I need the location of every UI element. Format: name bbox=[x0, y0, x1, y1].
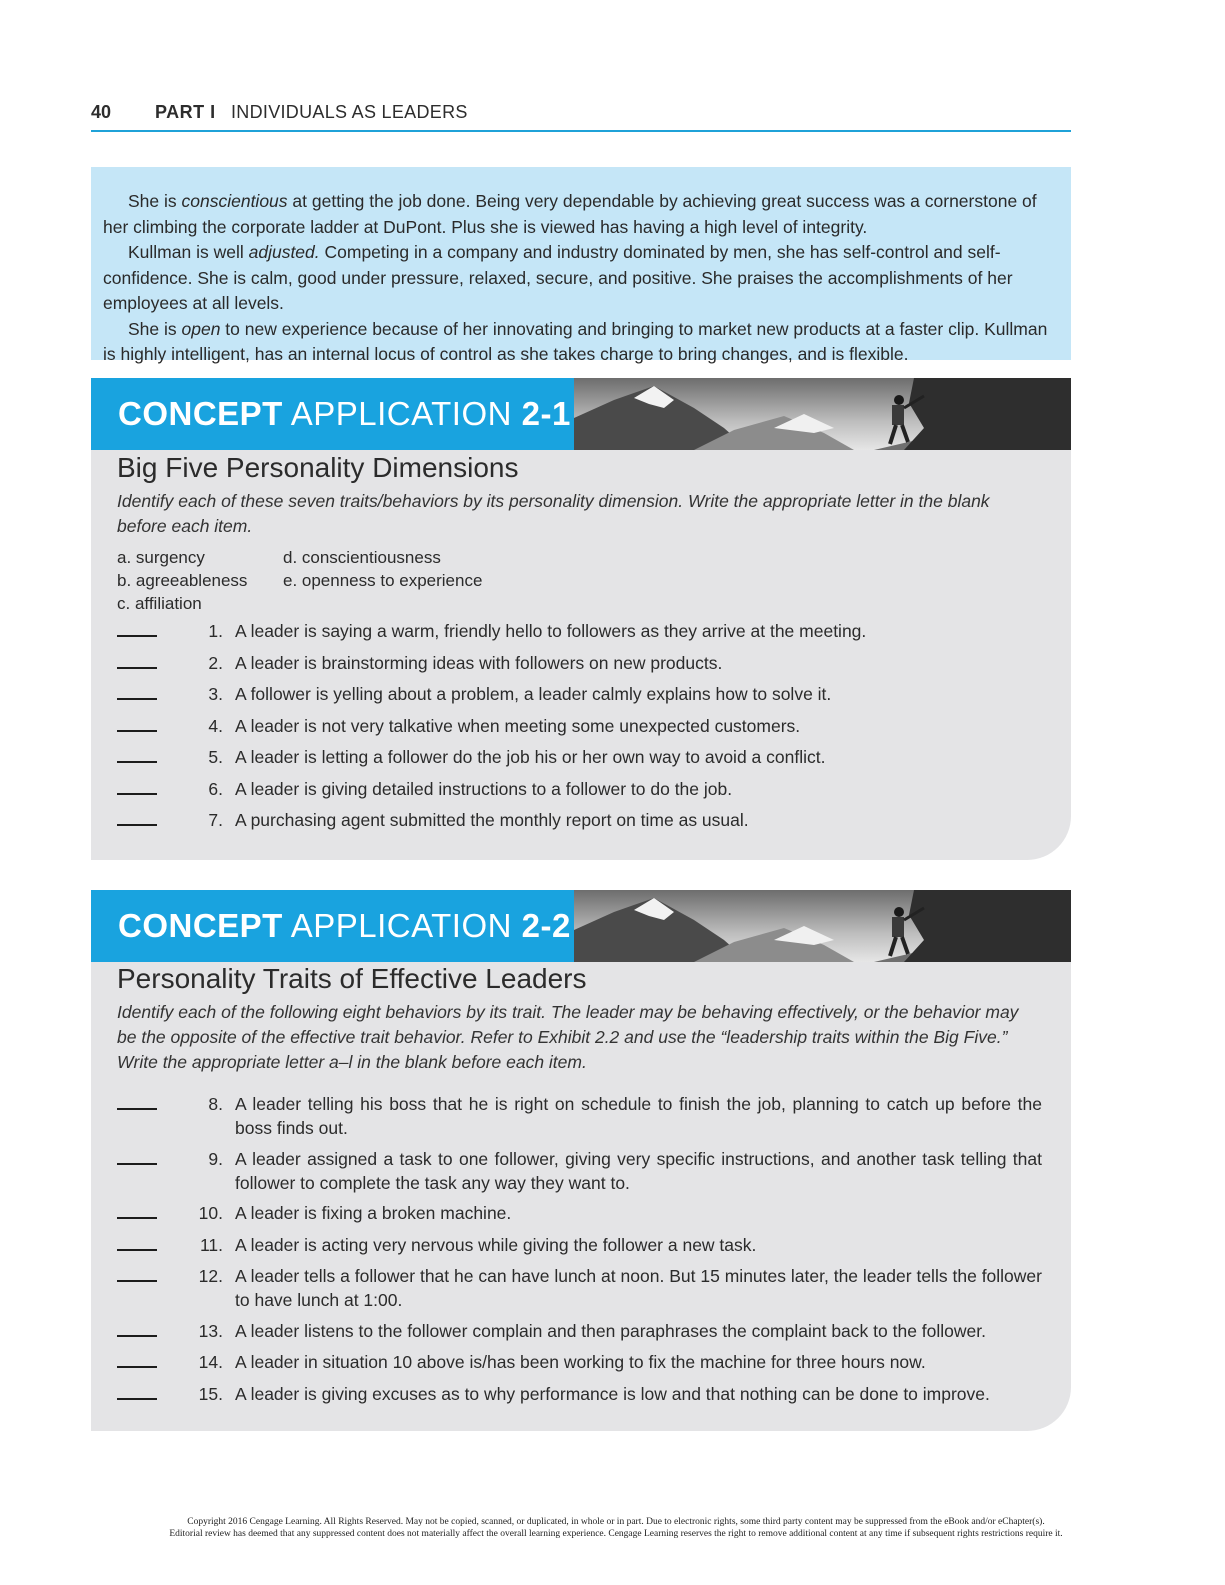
answer-blank[interactable] bbox=[117, 1280, 157, 1282]
answer-blank[interactable] bbox=[117, 824, 157, 826]
banner-title: CONCEPT APPLICATION 2-2 bbox=[118, 907, 571, 944]
option-e: e. openness to experience bbox=[283, 571, 483, 590]
concept-application-2-1: CONCEPT APPLICATION 2-1 Big Five Personality Dimensions Identify each of these seven traits/behaviors by its personality dimension. Write the appropriate letter in the blank before each item. a. surgency b. agreeableness c. affiliation d. conscientiousness e. openness to experience 1. A leader is saying a warm, friendly hello to followers as they arrive at the meeting. 2. A leader is brainstorming ideas with followers on new products. 3. A follower is yelling about a problem, a leader calmly explains how to solve it. 4. A leader is not very talkative when meeting some unexpected customers. 5. A leader is letting a follower do the job his or her own way to avoid a conflict. 6. A leader is giving detailed instructions to a follower to do the job. 7. A purchasing agent submitted the monthly report on time as usual. bbox=[91, 378, 1071, 860]
copyright-footer bbox=[91, 1516, 1141, 1540]
part-label: PART I bbox=[155, 102, 216, 122]
copyright-line: Copyright 2016 Cengage Learning. All Rights Reserved. May not be copied, scanned, or duplicated, in whole or in part. Due to electronic rights, some third party content may be suppressed from the eBook and/or eChapter(s). bbox=[187, 1517, 1045, 1527]
option-d: d. conscientiousness bbox=[283, 548, 441, 567]
mountain-climber-photo bbox=[574, 890, 1071, 962]
concept-banner bbox=[91, 378, 1071, 450]
concept-application-2-2: CONCEPT APPLICATION 2-2 Personality Traits of Effective Leaders Identify each of the following eight behaviors by its trait. The leader may be behaving effectively, or the behavior may be the opposite of the effective trait behavior. Refer to Exhibit 2.2 and use the “leadership traits within the Big Five.” Write the appropriate letter a–l in the blank before each item. 8. A leader telling his boss that he is right on schedule to finish the job, planning to catch up before the boss finds out. 9. A leader assigned a task to one follower, giving very specific instructions, and another task telling that follower to complete the task any way they want to. 10. A leader is fixing a broken machine. 11. A leader is acting very nervous while giving the follower a new task. 12. A leader tells a follower that he can have lunch at noon. But 15 minutes later, the leader tells the follower to have lunch at 1:00. 13. A leader listens to the follower complain and then paraphrases the complaint back to the follower. 14. A leader in situation 10 above is/has been working to fix the machine for three hours now. 15. A leader is giving excuses as to why performance is low and that nothing can be done to improve. bbox=[91, 890, 1071, 1431]
concept-title: Personality Traits of Effective Leaders bbox=[117, 963, 587, 994]
copyright-line: Editorial review has deemed that any suppressed content does not materially affect the overall learning experience. Cengage Learning reserves the right to remove additional content at any time if subsequent rights restrictions require it. bbox=[169, 1529, 1063, 1539]
answer-blank[interactable] bbox=[117, 730, 157, 732]
answer-blank[interactable] bbox=[117, 635, 157, 637]
page-number: 40 bbox=[91, 102, 112, 122]
answer-blank[interactable] bbox=[117, 1398, 157, 1400]
case-box bbox=[91, 167, 1071, 364]
answer-blank[interactable] bbox=[117, 1217, 157, 1219]
part-title: INDIVIDUALS AS LEADERS bbox=[231, 102, 468, 122]
answer-blank[interactable] bbox=[117, 1366, 157, 1368]
running-header bbox=[91, 100, 1071, 132]
answer-blank[interactable] bbox=[117, 761, 157, 763]
answer-blank[interactable] bbox=[117, 1249, 157, 1251]
answer-blank[interactable] bbox=[117, 667, 157, 669]
case-paragraph: She is conscientious at getting the job done. Being very dependable by achieving great success was a cornerstone of her climbing the corporate ladder at DuPont. Plus she is viewed has having a high level of integrity. bbox=[103, 191, 1037, 237]
option-c: c. affiliation bbox=[117, 594, 202, 613]
answer-blank[interactable] bbox=[117, 1108, 157, 1110]
answer-blank[interactable] bbox=[117, 1335, 157, 1337]
mountain-climber-photo bbox=[574, 378, 1071, 450]
case-paragraph: Kullman is well adjusted. Competing in a company and industry dominated by men, she has self-control and self-confidence. She is calm, good under pressure, relaxed, secure, and positive. She praises the accomplishments of her employees at all levels. bbox=[103, 242, 1013, 313]
option-b: b. agreeableness bbox=[117, 571, 248, 590]
case-paragraph: She is open to new experience because of her innovating and bringing to market new products at a faster clip. Kullman is highly intelligent, has an internal locus of control as she takes charge to bring changes, and is flexible. bbox=[103, 318, 1048, 364]
concept-banner bbox=[91, 890, 1071, 962]
concept-title: Big Five Personality Dimensions bbox=[117, 452, 519, 483]
answer-blank[interactable] bbox=[117, 1163, 157, 1165]
answer-blank[interactable] bbox=[117, 793, 157, 795]
banner-title: CONCEPT APPLICATION 2-1 bbox=[118, 395, 571, 432]
concept-instructions: Identify each of these seven traits/behaviors by its personality dimension. Write the appropriate letter in the blank before each item. bbox=[117, 491, 990, 536]
concept-instructions: Identify each of the following eight behaviors by its trait. The leader may be behaving effectively, or the behavior may be the opposite of the effective trait behavior. Refer to Exhibit 2.2 and use the “leadership traits within the Big Five.” Write the appropriate letter a–l in the blank before each item. bbox=[117, 1002, 1019, 1072]
answer-blank[interactable] bbox=[117, 698, 157, 700]
option-a: a. surgency bbox=[117, 548, 205, 567]
